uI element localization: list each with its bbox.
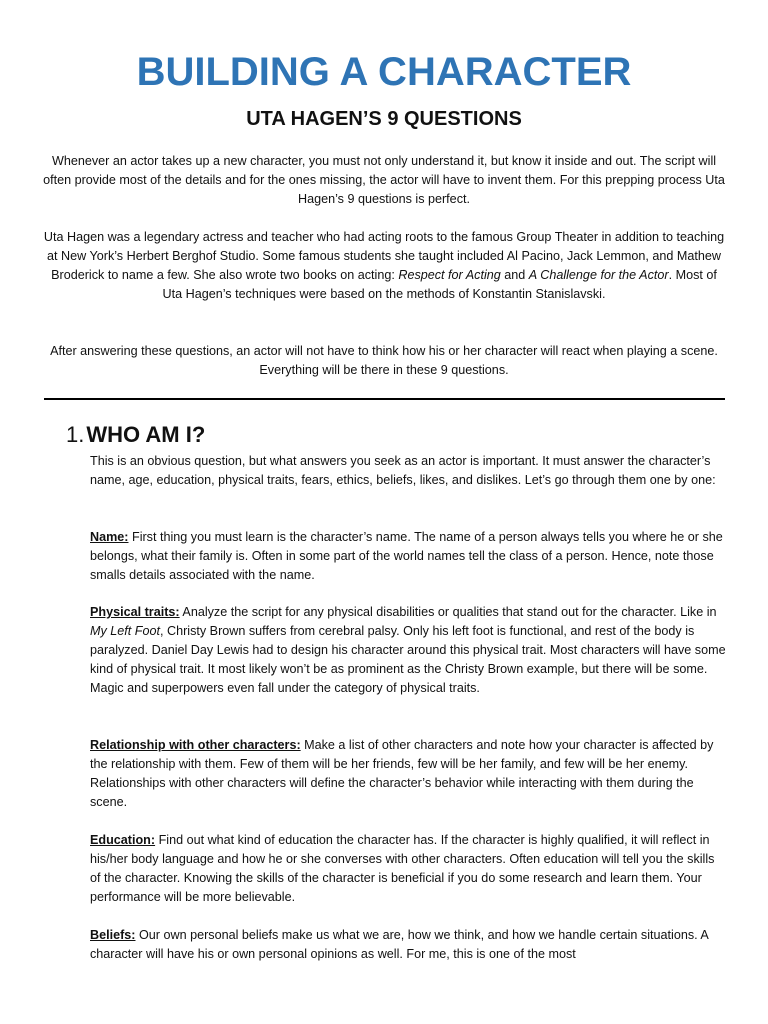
intro-text: Uta Hagen was a legendary actress and teacher who had acting roots to the famous Group Theater in addition to teaching at New York’s Herbert Berghof Studio. Some famous students she taught included Al Pacino, Jack Lemmon, and Mathew Broderick to name a few. She also wrote two books on acting:	[43, 230, 725, 282]
section-text: Our own personal beliefs make us what we are, how we think, and how we handle certain situations. A character will have his or own personal opinions as well. For me, this is one of the most	[90, 928, 709, 961]
section-name	[90, 528, 726, 585]
section-relationships	[90, 736, 726, 812]
section-text: , Christy Brown suffers from cerebral palsy. Only his left foot is functional, and rest of the body is paralyzed. Daniel Day Lewis had to design his character around this physical trait. Most characters will have some kind of physical trait. It most likely won’t be as prominent as the Christy Brown example, but there will be some. Magic and superpowers even fall under the category of physical traits.	[90, 624, 726, 695]
document-title: BUILDING A CHARACTER	[136, 50, 632, 94]
intro-text: and	[500, 268, 529, 282]
section-physical-traits	[90, 603, 726, 698]
section-beliefs	[90, 926, 726, 964]
section-text: Find out what kind of education the character has. If the character is highly qualified, it will reflect in his/her body language and how he or she converses with other characters. Often education will tell you the skills of the character. Knowing the skills of the character is beneficial if you do some research and learn them. Your performance will be more believable.	[90, 833, 715, 904]
section-education	[90, 831, 726, 907]
question-title: WHO AM I?	[86, 422, 206, 447]
intro-paragraph-1: Whenever an actor takes up a new character, you must not only understand it, but know it inside and out. The script will often provide most of the details and for the ones missing, the actor will have to invent them. For this prepping process Uta Hagen’s 9 questions is perfect.	[43, 154, 725, 206]
section-label: Beliefs:	[90, 928, 136, 942]
section-label: Name:	[90, 530, 129, 544]
question-heading	[66, 422, 205, 448]
section-text: First thing you must learn is the character’s name. The name of a person always tells you where he or she belongs, what their family is. Often in some part of the world names tell the class of a person. Hence, note those smalls details associated with the name.	[90, 530, 723, 582]
book-title: Respect for Acting	[398, 268, 501, 282]
section-label: Physical traits:	[90, 605, 180, 619]
section-text: Make a list of other characters and note how your character is affected by the relationship with them. Few of them will be her friends, few will be her family, and few will be her enemy. Relationships with other characters will define the character’s behavior while interacting with them during the scene.	[90, 738, 714, 809]
intro-paragraph-3: After answering these questions, an actor will not have to think how his or her character will react when playing a scene. Everything will be there in these 9 questions.	[50, 344, 718, 377]
book-title: A Challenge for the Actor	[528, 268, 669, 282]
question-intro: This is an obvious question, but what answers you seek as an actor is important. It must answer the character’s name, age, education, physical traits, fears, ethics, beliefs, likes, and dislikes. Let’s go through them one by one:	[90, 454, 716, 487]
intro-text: . Most of Uta Hagen’s techniques were based on the methods of Konstantin Stanislavski.	[162, 268, 717, 301]
intro-paragraph-2	[40, 228, 728, 304]
document-subtitle: UTA HAGEN’S 9 QUESTIONS	[246, 108, 522, 130]
film-title: My Left Foot	[90, 624, 160, 638]
section-label: Relationship with other characters:	[90, 738, 301, 752]
section-label: Education:	[90, 833, 156, 847]
section-text: Analyze the script for any physical disabilities or qualities that stand out for the character. Like in	[179, 605, 717, 619]
question-number: 1.	[66, 422, 85, 447]
horizontal-divider	[44, 398, 725, 400]
